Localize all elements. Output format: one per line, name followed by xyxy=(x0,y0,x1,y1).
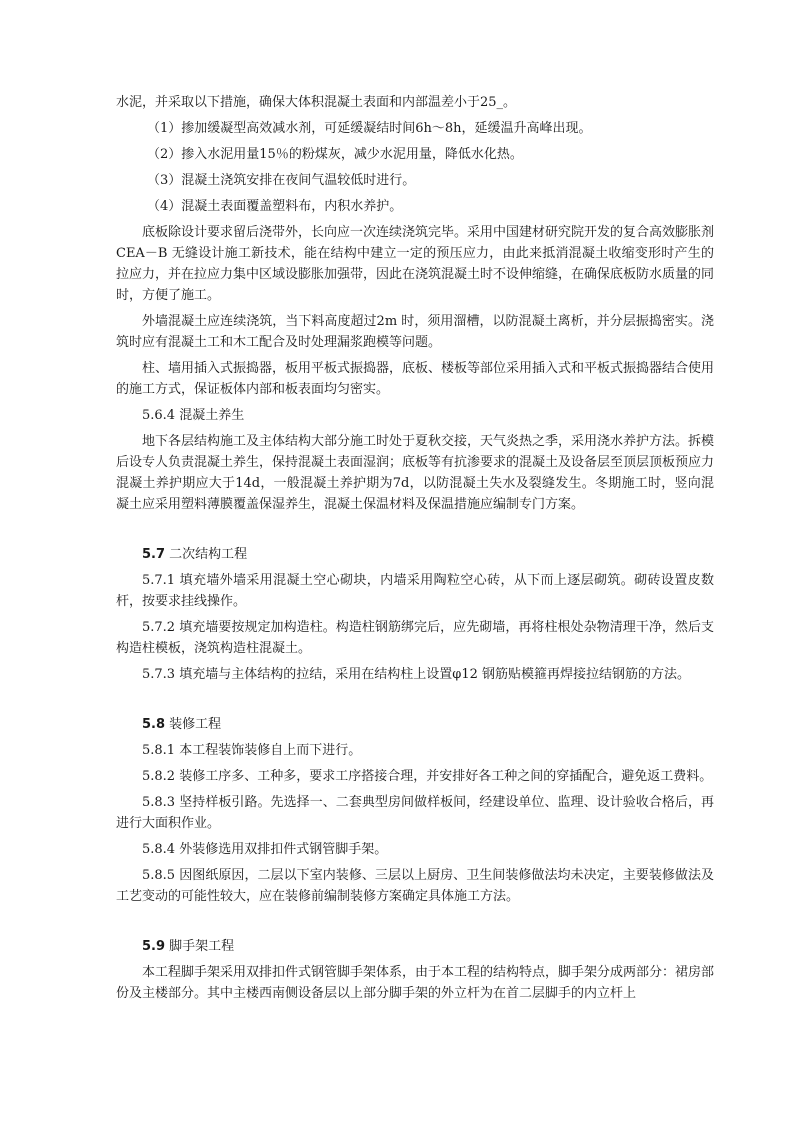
measure-item-3: （3）混凝土浇筑安排在夜间气温较低时进行。 xyxy=(147,173,416,188)
paragraph-curing: 地下各层结构施工及主体结构大部分施工时处于夏秋交接，天气炎热之季，采用浇水养护方法。拆模后设专人负责混凝土养生，保持混凝土表面湿润；底板等有抗渗要求的混凝土及设备层至顶层顶板预应力混凝土养护期应大于14d，一般混凝土养护期为7d，以防混凝土失水及裂缝发生。冬期施工时，竖向混凝土应采用塑料薄膜覆盖保湿养生，混凝土保温材料及保温措施应编制专门方案。 xyxy=(116,434,715,512)
clause-5-8-5: 5.8.5 因图纸原因，二层以下室内装修、三层以上厨房、卫生间装修做法均未决定，主要装修做法及工艺变动的可能性较大，应在装修前编制装修方案确定具体施工方法。 xyxy=(116,868,714,904)
section-heading-5-9 xyxy=(116,936,714,957)
clause-5-8-3: 5.8.3 坚持样板引路。先选择一、二套典型房间做样板间，经建设单位、监理、设计验收合格后，再进行大面积作业。 xyxy=(116,795,714,831)
paragraph-vibrator: 柱、墙用插入式振捣器，板用平板式振捣器，底板、楼板等部位采用插入式和平板式振捣器结合使用的施工方式，保证板体内部和板表面均匀密实。 xyxy=(116,361,715,397)
measure-item-4: （4）混凝土表面覆盖塑料布，内积水养护。 xyxy=(147,199,403,214)
paragraph-scaffolding: 本工程脚手架采用双排扣件式钢管脚手架体系，由于本工程的结构特点，脚手架分成两部分：裙房部份及主楼部分。其中主楼西南侧设备层以上部分脚手架的外立杆为在首二层脚手的内立杆上 xyxy=(116,965,715,1001)
document-body xyxy=(116,92,714,1004)
clause-5-8-4: 5.8.4 外装修选用双排扣件式钢管脚手架。 xyxy=(142,842,388,857)
subsection-title-5-6-4: 5.6.4 混凝土养生 xyxy=(142,408,245,423)
section-heading-5-7 xyxy=(116,544,714,565)
section-number: 5.8 xyxy=(142,717,166,732)
section-heading-5-8 xyxy=(116,714,714,735)
paragraph-outer-wall: 外墙混凝土应连续浇筑，当下料高度超过2m 时，须用溜槽，以防混凝土离析，并分层振捣密实。浇筑时应有混凝土工和木工配合及时处理漏浆跑模等问题。 xyxy=(116,314,714,350)
section-number: 5.9 xyxy=(142,939,166,954)
intro-line: 水泥，并采取以下措施，确保大体积混凝土表面和内部温差小于25_。 xyxy=(116,95,517,110)
measure-item-1: （1）掺加缓凝型高效减水剂，可延缓凝结时间6h～8h，延缓温升高峰出现。 xyxy=(147,121,592,136)
clause-5-8-1: 5.8.1 本工程装饰装修自上而下进行。 xyxy=(142,743,362,758)
paragraph-bottom-slab: 底板除设计要求留后浇带外，长向应一次连续浇筑完毕。采用中国建材研究院开发的复合高效膨胀剂CEA－B 无缝设计施工新技术，能在结构中建立一定的预压应力，由此来抵消混凝土收缩变形时产生的拉应力，并在拉应力集中区域设膨胀加强带，因此在浇筑混凝土时不设伸缩缝，在确保底板防水质量的同时，方便了施工。 xyxy=(116,225,715,303)
clause-5-8-2: 5.8.2 装修工序多、工种多，要求工序搭接合理，并安排好各工种之间的穿插配合，避免返工费料。 xyxy=(142,769,713,784)
section-title: 二次结构工程 xyxy=(165,547,248,562)
section-title: 装修工程 xyxy=(165,717,222,732)
clause-5-7-2: 5.7.2 填充墙要按规定加构造柱。构造柱钢筋绑完后，应先砌墙，再将柱根处杂物清理干净，然后支构造柱模板，浇筑构造柱混凝土。 xyxy=(116,620,714,656)
section-title: 脚手架工程 xyxy=(165,939,235,954)
clause-5-7-1: 5.7.1 填充墙外墙采用混凝土空心砌块，内墙采用陶粒空心砖，从下而上逐层砌筑。砌砖设置皮数杆，按要求挂线操作。 xyxy=(116,573,714,609)
section-number: 5.7 xyxy=(142,547,166,562)
measure-item-2: （2）掺入水泥用量15％的粉煤灰，减少水泥用量，降低水化热。 xyxy=(147,147,523,162)
clause-5-7-3: 5.7.3 填充墙与主体结构的拉结，采用在结构柱上设置φ12 钢筋贴模箍再焊接拉结钢筋的方法。 xyxy=(142,667,690,682)
